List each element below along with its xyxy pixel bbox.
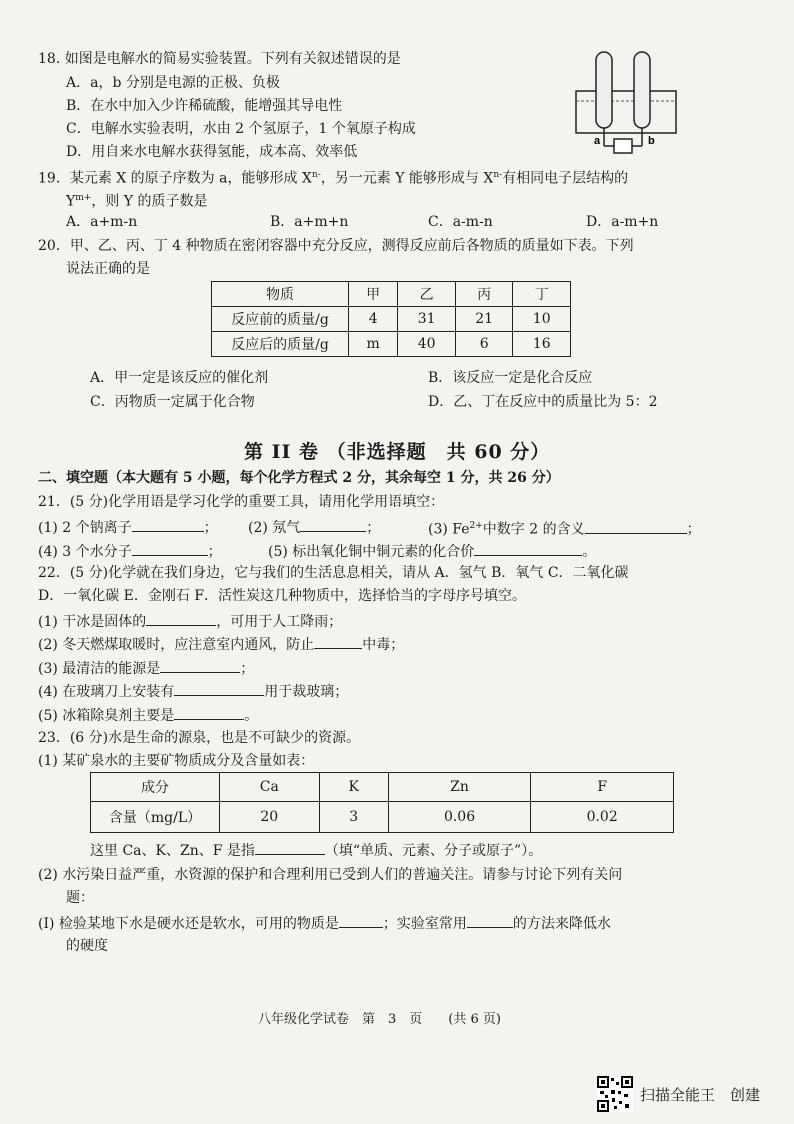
q21-stem: 21．(5 分)化学用语是学习化学的重要工具，请用化学用语填空： <box>38 494 445 510</box>
table-header-cell: F <box>531 773 674 802</box>
q23-part1: (1) 某矿泉水的主要矿物质成分及含量如表： <box>38 753 315 769</box>
q21-item-1: (1) 2 个钠离子 ； <box>38 517 218 537</box>
q21-item-4: (4) 3 个水分子 ； <box>38 541 222 561</box>
q22-item-1: (1) 干冰是固体的 ，可用于人工降雨； <box>38 611 342 631</box>
q20-option-a: A．甲一定是该反应的催化剂 <box>90 370 269 386</box>
q18-option-c: C．电解水实验表明，水由 2 个氢原子，1 个氧原子构成 <box>66 121 416 137</box>
table-cell: 0.02 <box>531 802 674 833</box>
q19-option-d: D．a-m+n <box>586 214 659 230</box>
fig-label-a: a <box>594 135 601 147</box>
q20-option-c: C．丙物质一定属于化合物 <box>90 394 255 410</box>
q22-item-5: (5) 冰箱除臭剂主要是 。 <box>38 705 258 725</box>
table-cell: 3 <box>319 802 388 833</box>
q21-item-2: (2) 氖气 ； <box>248 517 380 537</box>
table-cell: 反应后的质量/g <box>212 332 349 357</box>
table-cell: 4 <box>349 307 398 332</box>
table-row <box>212 332 571 357</box>
table-row <box>212 307 571 332</box>
q20-mass-table <box>211 281 571 357</box>
section-title: 第 II 卷 （非选择题 共 60 分） <box>244 441 551 463</box>
table-cell: 40 <box>398 332 456 357</box>
table-header-cell: 甲 <box>349 282 398 307</box>
q21-item-5: (5) 标出氧化铜中铜元素的化合价 。 <box>268 541 596 561</box>
q20-stem-line2: 说法正确的是 <box>66 261 150 277</box>
table-cell: 16 <box>513 332 571 357</box>
qr-code-icon <box>597 1076 633 1112</box>
q23-part2-line2: 题： <box>66 890 94 906</box>
q19-stem-line1: 19．某元素 X 的原子序数为 a，能够形成 $X^{n-}$，另一元素 Y 能够形成与 $X^{n-}$有相同电子层结构的 <box>38 170 629 187</box>
q23-stem: 23．(6 分)水是生命的源泉，也是不可缺少的资源。 <box>38 730 361 746</box>
table-header-cell: K <box>319 773 388 802</box>
table-cell: 10 <box>513 307 571 332</box>
table-cell: m <box>349 332 398 357</box>
q23-part1-question: 这里 Ca、K、Zn、F 是指 （填“单质、元素、分子或原子”）。 <box>90 840 542 860</box>
table-row <box>91 802 674 833</box>
q19-option-c: C．a-m-n <box>428 214 493 230</box>
q22-item-3: (3) 最清洁的能源是 ； <box>38 658 254 678</box>
table-header-cell: 物质 <box>212 282 349 307</box>
table-cell: 0.06 <box>388 802 531 833</box>
page-footer: 八年级化学试卷 第 3 页 (共 6 页) <box>258 1012 501 1027</box>
q20-stem-line1: 20．甲、乙、丙、丁 4 种物质在密闭容器中充分反应，测得反应前后各物质的质量如下表。下列 <box>38 238 634 254</box>
table-cell: 含量（mg/L） <box>91 802 220 833</box>
table-row <box>91 773 674 802</box>
q20-option-b: B．该反应一定是化合反应 <box>428 370 593 386</box>
table-row <box>212 282 571 307</box>
table-header-cell: Ca <box>220 773 320 802</box>
table-header-cell: 成分 <box>91 773 220 802</box>
table-cell: 6 <box>455 332 513 357</box>
electrolysis-apparatus-figure <box>570 46 682 158</box>
q22-stem-line2: D．一氧化碳 E．金刚石 F．活性炭这几种物质中，选择恰当的字母序号填空。 <box>38 588 527 604</box>
table-header-cell: 丙 <box>455 282 513 307</box>
q18-option-d: D．用自来水电解水获得氢能，成本高、效率低 <box>66 144 358 160</box>
table-header-cell: Zn <box>388 773 531 802</box>
q22-item-2: (2) 冬天燃煤取暖时，应注意室内通风，防止 中毒； <box>38 634 404 654</box>
fig-label-b: b <box>648 135 655 147</box>
q22-item-4: (4) 在玻璃刀上安装有 用于裁玻璃； <box>38 681 348 701</box>
scanner-watermark: 扫描全能王 创建 <box>640 1086 761 1104</box>
q22-stem-line1: 22．(5 分)化学就在我们身边，它与我们的生活息息相关，请从 A．氢气 B．氧气 C．二氧化碳 <box>38 565 629 581</box>
q19-option-b: B．a+m+n <box>270 214 349 230</box>
part2-title: 二、填空题（本大题有 5 小题，每个化学方程式 2 分，其余每空 1 分，共 26 分） <box>38 470 560 486</box>
q21-item-3: (3) $Fe^{2+}$中数字 2 的含义 ； <box>428 517 701 539</box>
q18-option-a: A．a，b 分别是电源的正极、负极 <box>66 75 280 91</box>
q19-stem-line2: $Y^{m+}$，则 Y 的质子数是 <box>66 193 208 210</box>
table-header-cell: 乙 <box>398 282 456 307</box>
table-cell: 20 <box>220 802 320 833</box>
q23-part2-line1: (2) 水污染日益严重，水资源的保护和合理利用已受到人们的普遍关注。请参与讨论下列有关问 <box>38 867 623 883</box>
q18-option-b: B．在水中加入少许稀硫酸，能增强其导电性 <box>66 98 343 114</box>
q23-part2-item1-line1: (I) 检验某地下水是硬水还是软水，可用的物质是 ；实验室常用 的方法来降低水 <box>38 913 611 933</box>
q18-stem: 18. 如图是电解水的简易实验装置。下列有关叙述错误的是 <box>38 51 401 67</box>
table-cell: 21 <box>455 307 513 332</box>
q23-part2-item1-line2: 的硬度 <box>66 938 108 954</box>
table-cell: 反应前的质量/g <box>212 307 349 332</box>
table-cell: 31 <box>398 307 456 332</box>
q19-option-a: A．a+m-n <box>66 214 138 230</box>
q20-option-d: D．乙、丁在反应中的质量比为 5：2 <box>428 394 658 410</box>
table-header-cell: 丁 <box>513 282 571 307</box>
q23-mineral-table <box>90 772 674 833</box>
